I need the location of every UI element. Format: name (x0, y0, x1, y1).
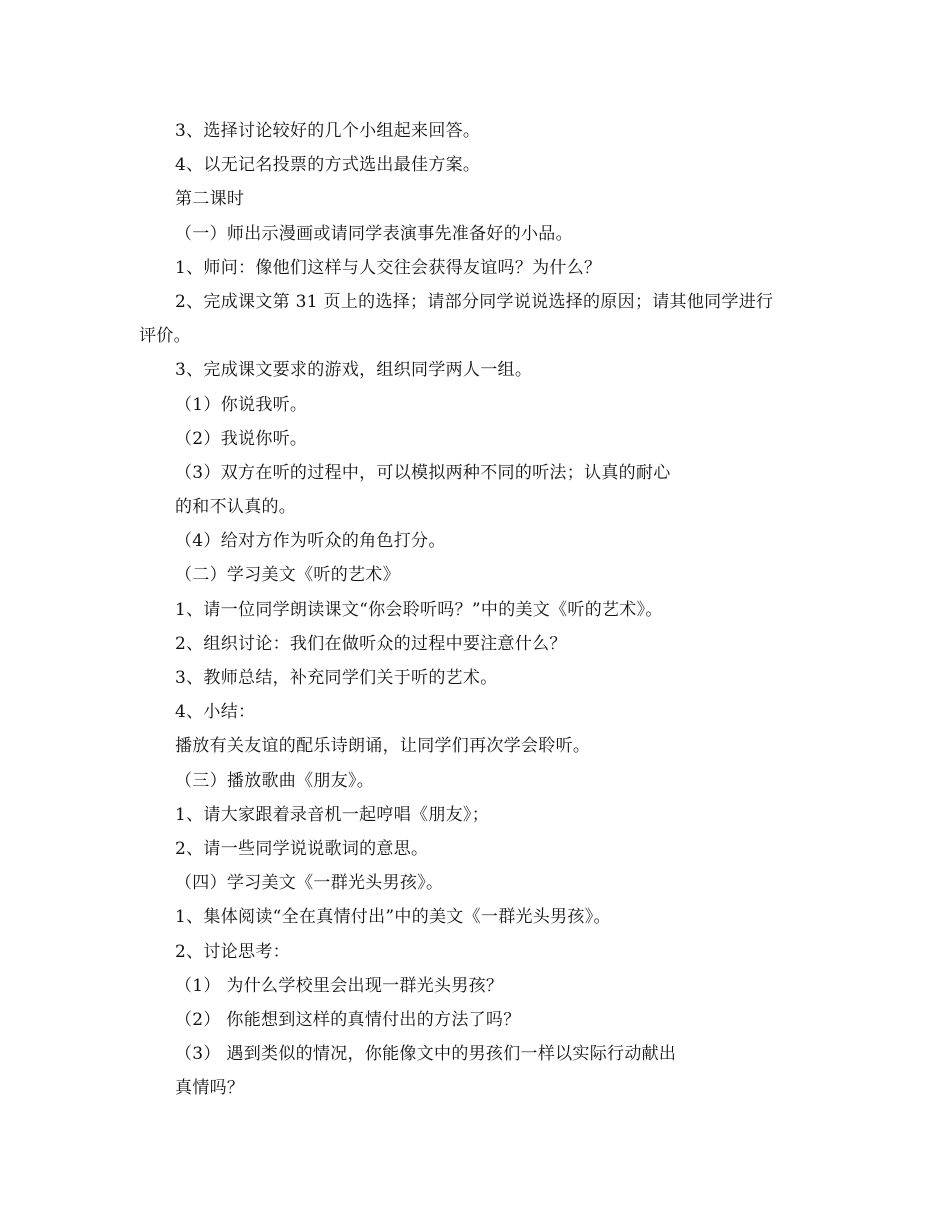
text-line: （四）学习美文《一群光头男孩》。 (175, 873, 444, 894)
text-line: 1、请大家跟着录音机一起哼唱《朋友》； (175, 804, 490, 825)
text-line: （3） 遇到类似的情况，你能像文中的男孩们一样以实际行动献出 (175, 1044, 677, 1065)
text-line: （一）师出示漫画或请同学表演事先准备好的小品。 (175, 223, 573, 244)
text-line: （1） 为什么学校里会出现一群光头男孩？ (175, 975, 504, 996)
text-line: 2、请一些同学说说歌词的意思。 (175, 838, 429, 859)
document-body (139, 114, 829, 1105)
text-line: （2）我说你听。 (175, 428, 308, 449)
text-line: 2、完成课文第 31 页上的选择；请部分同学说说选择的原因；请其他同学进行 (175, 291, 774, 312)
text-line: （3）双方在听的过程中，可以模拟两种不同的听法；认真的耐心 (175, 462, 671, 483)
text-line: 4、以无记名投票的方式选出最佳方案。 (175, 155, 481, 176)
text-line: 1、请一位同学朗读课文“你会聆听吗？”中的美文《听的艺术》。 (175, 599, 663, 620)
text-line: 播放有关友谊的配乐诗朗诵，让同学们再次学会聆听。 (175, 736, 591, 757)
text-line: 3、完成课文要求的游戏，组织同学两人一组。 (175, 360, 533, 381)
text-line: 3、选择讨论较好的几个小组起来回答。 (175, 121, 481, 141)
text-line: 真情吗？ (175, 1078, 245, 1099)
text-line: （三）播放歌曲《朋友》。 (175, 770, 375, 791)
text-line: 的和不认真的。 (175, 497, 297, 518)
text-line: 第二课时 (175, 189, 245, 210)
text-line: 评价。 (139, 326, 191, 347)
text-line: （2） 你能想到这样的真情付出的方法了吗？ (175, 1009, 521, 1030)
text-line: 1、师问：像他们这样与人交往会获得友谊吗？为什么？ (175, 257, 602, 278)
text-line: 1、集体阅读“全在真情付出”中的美文《一群光头男孩》。 (175, 907, 611, 928)
text-line: 2、组织讨论：我们在做听众的过程中要注意什么？ (175, 633, 567, 654)
text-line: （二）学习美文《听的艺术》 (175, 565, 400, 586)
text-line: 4、小结： (175, 702, 256, 723)
text-line: （4）给对方作为听众的角色打分。 (175, 531, 446, 552)
text-line: （1）你说我听。 (175, 394, 308, 415)
text-line: 2、讨论思考： (175, 941, 290, 962)
text-line: 3、教师总结，补充同学们关于听的艺术。 (175, 668, 498, 688)
